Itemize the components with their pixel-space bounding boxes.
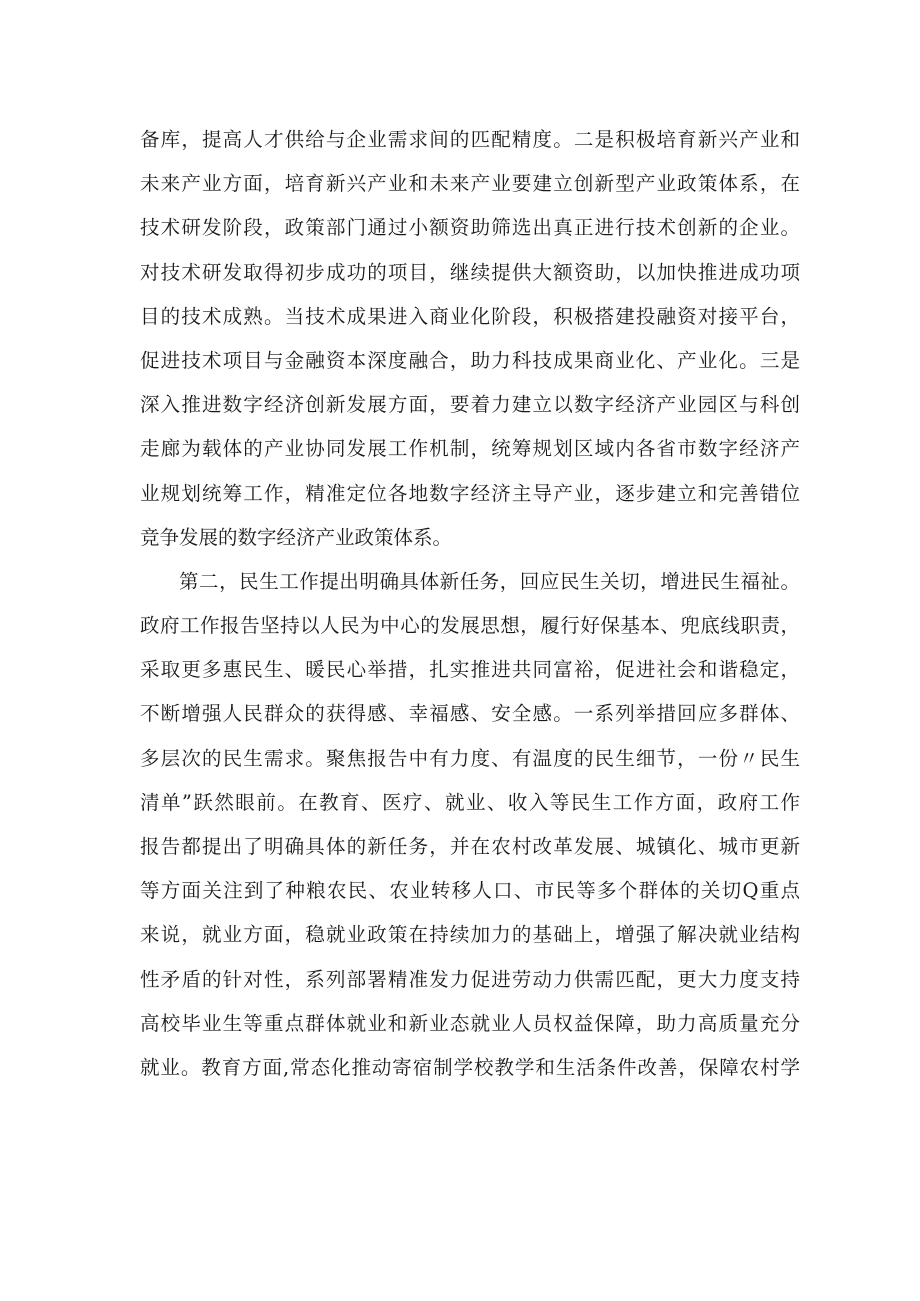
body-text	[140, 118, 800, 1090]
text-line: 技术研发阶段，政策部门通过小额资助筛选出真正进行技术创新的企业。	[140, 216, 800, 240]
text-line: 报告都提出了明确具体的新任务，并在农村改革发展、城镇化、城市更新	[140, 835, 800, 858]
text-line: 走廊为载体的产业协同发展工作机制，统筹规划区域内各省市数字经济产	[140, 437, 800, 461]
text-line: 采取更多惠民生、暖民心举措，扎实推进共同富裕，促进社会和谐稳定，	[140, 658, 800, 682]
paragraph-first-line: 第二，民生工作提出明确具体新任务，回应民生关切，增进民生福祉。	[179, 569, 800, 593]
text-line: 深入推进数字经济创新发展方面，要着力建立以数字经济产业园区与科创	[140, 393, 800, 417]
text-line: 不断增强人民群众的获得感、幸福感、安全感。一系列举措回应多群体、	[140, 702, 800, 726]
text-line: 竞争发展的数字经济产业政策体系。	[140, 525, 453, 549]
text-line: 备库，提高人才供给与企业需求间的匹配精度。二是积极培育新兴产业和	[140, 128, 800, 151]
text-line: 促进技术项目与金融资本深度融合，助力科技成果商业化、产业化。三是	[140, 348, 800, 372]
text-line: 等方面关注到了种粮农民、农业转移人口、市民等多个群体的关切Q重点	[140, 879, 800, 903]
text-line: 高校毕业生等重点群体就业和新业态就业人员权益保障，助力高质量充分	[140, 1011, 800, 1035]
text-line: 性矛盾的针对性，系列部署精准发力促进劳动力供需匹配，更大力度支持	[140, 967, 800, 991]
text-line: 来说，就业方面，稳就业政策在持续加力的基础上，增强了解决就业结构	[140, 923, 800, 947]
text-line: 未来产业方面，培育新兴产业和未来产业要建立创新型产业政策体系，在	[140, 172, 800, 196]
text-line: 政府工作报告坚持以人民为中心的发展思想，履行好保基本、兜底线职责，	[140, 614, 800, 638]
text-line: 目的技术成熟。当技术成果进入商业化阶段，积极搭建投融资对接平台，	[140, 304, 800, 328]
text-line: 多层次的民生需求。聚焦报告中有力度、有温度的民生细节，一份〃民生	[140, 746, 800, 770]
text-line: 对技术研发取得初步成功的项目，继续提供大额资助，以加快推进成功项	[140, 260, 800, 284]
text-line: 清单”跃然眼前。在教育、医疗、就业、收入等民生工作方面，政府工作	[140, 790, 800, 814]
text-line: 业规划统筹工作，精准定位各地数字经济主导产业，逐步建立和完善错位	[140, 481, 800, 505]
text-line: 就业。教育方面,常态化推动寄宿制学校教学和生活条件改善，保障农村学	[140, 1055, 800, 1079]
